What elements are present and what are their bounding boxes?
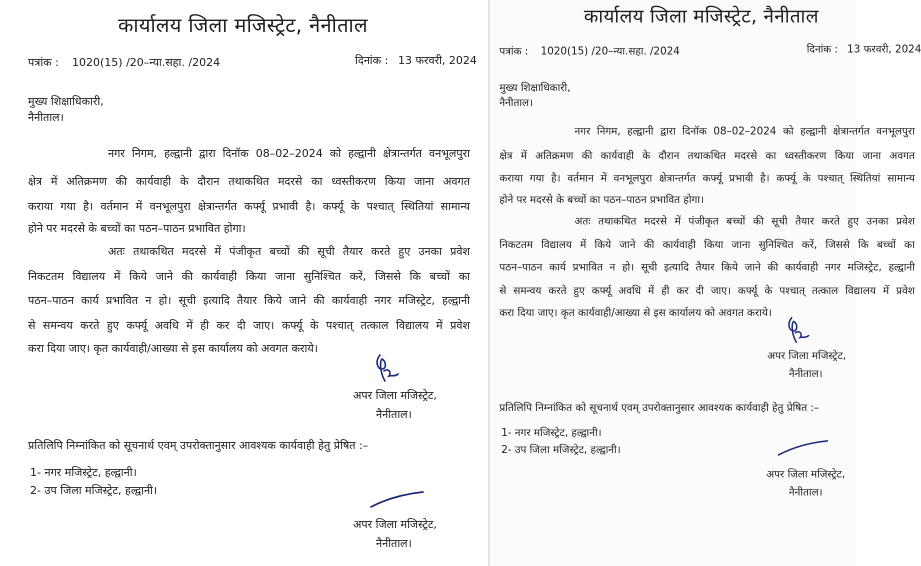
ref-number: 1020(15) /20–न्या.सहा. /2024 bbox=[72, 56, 221, 69]
para2-line: करा दिया जाए। कृत कार्यवाही/आख्या से इस कार्यालय को अवगत कराये। bbox=[28, 342, 318, 355]
letter-title: कार्यालय जिला मजिस्ट्रेट, नैनीताल bbox=[583, 4, 819, 28]
para1-line: नगर निगम, हल्द्वानी द्वारा दिनॉक 08–02–2024 को हल्द्वानी क्षेत्रान्तर्गत वनभूलपुरा bbox=[108, 147, 470, 160]
date-label: दिनांक : bbox=[355, 54, 389, 67]
para2-line: करा दिया जाए। कृत कार्यवाही/आख्या से इस कार्यालय को अवगत कराये। bbox=[499, 306, 772, 319]
para2-line: अतः तथाकथित मदरसे में पंजीकृत बच्चों की सूची तैयार करते हुए उनका प्रवेश bbox=[574, 215, 915, 228]
signatory-designation: अपर जिला मजिस्ट्रेट, bbox=[353, 389, 437, 402]
letter-scan-right bbox=[490, 0, 921, 566]
para2-line: निकटतम विद्यालय में किये जाने की कार्यवाही किया जाना सुनिश्चित करें, जिससे कि बच्चों का bbox=[499, 238, 915, 251]
para2-line: पठन–पाठन कार्य प्रभावित न हो। सूची इत्यादि तैयार किये जाने की कार्यवाही नगर मजिस्ट्रेट, हल्द्वानी bbox=[499, 261, 915, 274]
para2-line: से समन्वय करते हुए कर्फ्यू अवधि में ही कर दी जाए। कर्फ्यू के पश्चात् तत्काल विद्यालय में प्रवेश bbox=[499, 284, 915, 298]
para1-line: होने पर मदरसे के बच्चों का पठन–पाठन प्रभावित होगा। bbox=[28, 222, 246, 235]
copy-item: 2- उप जिला मजिस्ट्रेट, हल्द्वानी। bbox=[501, 443, 621, 456]
para2-line: निकटतम विद्यालय में किये जाने की कार्यवाही किया जाना सुनिश्चित करें, जिससे कि बच्चों का bbox=[28, 270, 470, 283]
para2-line: पठन–पाठन कार्य प्रभावित न हो। सूची इत्यादि तैयार किये जाने की कार्यवाही नगर मजिस्ट्रेट, हल्द्वानी bbox=[28, 294, 470, 307]
para2-line: अतः तथाकथित मदरसे में पंजीकृत बच्चों की सूची तैयार करते हुए उनका प्रवेश bbox=[108, 245, 470, 258]
para2-line: से समन्वय करते हुए कर्फ्यू अवधि में ही कर दी जाए। कर्फ्यू के पश्चात् तत्काल विद्यालय में प्रवेश bbox=[28, 319, 470, 332]
recipient-place: नैनीताल। bbox=[499, 96, 533, 110]
signatory2-place: नैनीताल। bbox=[376, 537, 412, 550]
signatory-place: नैनीताल। bbox=[788, 367, 823, 380]
para1-line: नगर निगम, हल्द्वानी द्वारा दिनॉक 08–02–2024 को हल्द्वानी क्षेत्रान्तर्गत वनभूलपुरा bbox=[574, 125, 915, 138]
para1-line: होने पर मदरसे के बच्चों का पठन–पाठन प्रभावित होगा। bbox=[499, 193, 704, 206]
date-value: 13 फरवरी, 2024 bbox=[398, 54, 477, 67]
letter-title: कार्यालय जिला मजिस्ट्रेट, नैनीताल bbox=[118, 13, 368, 37]
signature-initials bbox=[371, 352, 401, 384]
copy-intro: प्रतिलिपि निम्नांकित को सूचनार्थ एवम् उपरोक्तानुसार आवश्यक कार्यवाही हेतु प्रेषित :– bbox=[499, 401, 820, 414]
para1-line: क्षेत्र में अतिक्रमण की कार्यवाही के दौरान तथाकथित मदरसे का ध्वस्तीकरण किया जाना अवगत bbox=[28, 175, 470, 188]
copy-item: 1- नगर मजिस्ट्रेट, हल्द्वानी। bbox=[501, 426, 602, 439]
para1-line: कराया गया है। वर्तमान में वनभूलपुरा क्षेत्रान्तर्गत कर्फ्यू प्रभावी है। कर्फ्यू के पश्चात् स्थितियां सामान्य bbox=[499, 172, 915, 185]
para1-line: क्षेत्र में अतिक्रमण की कार्यवाही के दौरान तथाकथित मदरसे का ध्वस्तीकरण किया जाना अवगत bbox=[499, 149, 915, 162]
date-value: 13 फरवरी, 2024 bbox=[847, 43, 921, 56]
recipient-title: मुख्य शिक्षाधिकारी, bbox=[499, 81, 571, 94]
ref-label: पत्रांक : bbox=[28, 56, 59, 69]
signatory2-place: नैनीताल। bbox=[788, 485, 823, 499]
signatory-place: नैनीताल। bbox=[376, 408, 412, 421]
signature-initials bbox=[783, 315, 811, 345]
copy-item: 2- उप जिला मजिस्ट्रेट, हल्द्वानी। bbox=[30, 484, 158, 497]
copy-intro: प्रतिलिपि निम्नांकित को सूचनार्थ एवम् उपरोक्तानुसार आवश्यक कार्यवाही हेतु प्रेषित :– bbox=[28, 439, 369, 452]
date-label: दिनांक : bbox=[806, 43, 838, 56]
recipient-title: मुख्य शिक्षाधिकारी, bbox=[28, 95, 104, 108]
ref-label: पत्रांक : bbox=[499, 45, 529, 58]
ref-number: 1020(15) /20–न्या.सहा. /2024 bbox=[540, 45, 680, 58]
signature-stroke bbox=[368, 489, 428, 511]
recipient-place: नैनीताल। bbox=[28, 111, 64, 124]
signatory2-designation: अपर जिला मजिस्ट्रेट, bbox=[766, 468, 846, 481]
copy-item: 1- नगर मजिस्ट्रेट, हल्द्वानी। bbox=[30, 466, 137, 479]
signatory-designation: अपर जिला मजिस्ट्रेट, bbox=[767, 349, 847, 362]
signature-stroke bbox=[776, 438, 832, 459]
para1-line: कराया गया है। वर्तमान में वनभूलपुरा क्षेत्रान्तर्गत कर्फ्यू प्रभावी है। कर्फ्यू के पश्चात् स्थितियां सामान्य bbox=[28, 200, 470, 213]
signatory2-designation: अपर जिला मजिस्ट्रेट, bbox=[353, 518, 437, 531]
